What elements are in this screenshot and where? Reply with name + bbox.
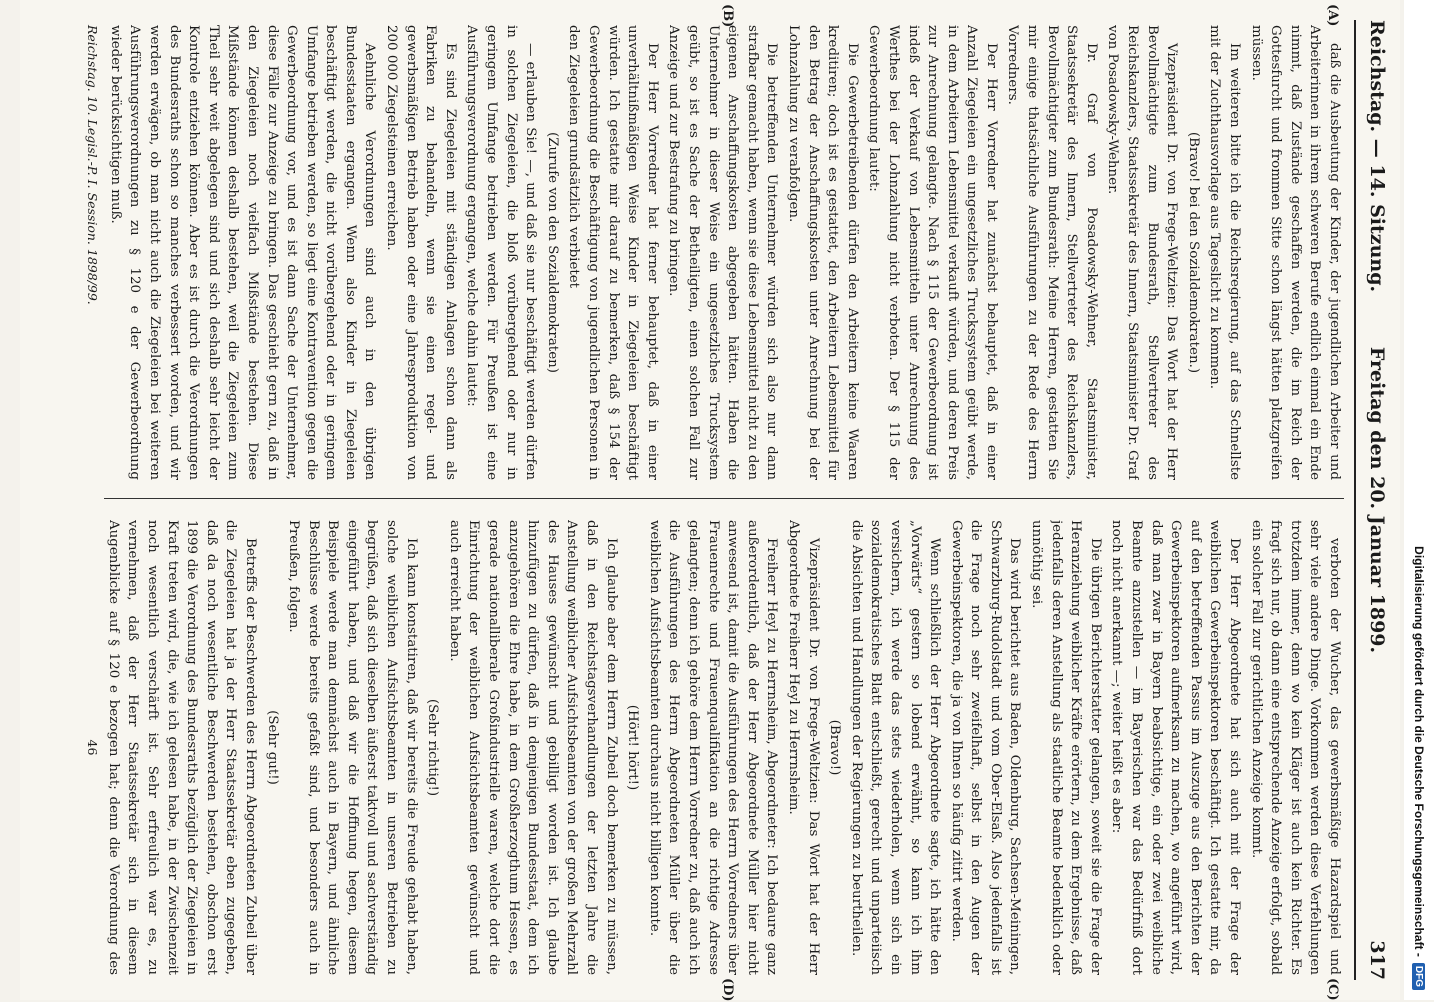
paragraph: daß die Ausbeutung der Kinder, der jugendlichen Arbeiter und Arbeiterinnen in ihrem schweren Berufe endlich einmal ein Ende nimmt, daß Zustände geschaffen werden, die im Reich der Gottesfurcht und frommen Sitte schon längst hätten platzgreifen müssen. [1248, 25, 1342, 480]
margin-marker-b: (B) [720, 4, 735, 28]
paragraph: Betreffs der Beschwerden des Herrn Abgeordneten Zubeil über die Ziegeleien hat ja der Herr Staatssekretär eben zugegeben, daß da noch wesentliche Beschwerden bestehen, obschon erst 1899 die Verordnung des Bundesraths bezüglich der Ziegeleien in Kraft treten wird, die, wie ich gelesen habe, in der Zwischenzeit noch wesentlich verschärft ist. Sehr erfreulich war es, zu vernehmen, daß der Herr Staatssekretär sich in diesem Augenblicke auf § 120 e bezogen hat; denn die Verordnung des [105, 520, 258, 975]
interjection: (Hört! hört!) [625, 704, 641, 791]
paragraph: Ich kann konstatiren, daß wir bereits die Freude gehabt haben, solche weiblichen Aufsichtsbeamten in unseren Betrieben zu begrüßen, daß sich dieselben äußerst taktvoll und sachverständig eingeführt haben, und daß wir die Hoffnung hegen, diesem Beispiele werde man demnächst auch in Bayern, und ähnliche Beschlüsse werde bereits gefaßt sind, und besonders auch in Preußen, folgen. [286, 520, 419, 975]
interjection: (Zurufe von den Sozialdemokraten) [544, 132, 560, 373]
margin-marker-a: (A) [1325, 4, 1340, 27]
paragraph: Ich glaube aber dem Herrn Zubeil doch bemerken zu müssen, daß in den Reichstagsverhandlungen der letzten Jahre die Anstellung weiblicher Aufsichtsbeamten von der großen Mehrzahl des Hauses gewünscht und gebilligt worden ist. Ich glaube hinzufügen zu dürfen, daß in demjenigen Bundesstaat, dem ich anzugehören die Ehre habe, in dem Großherzogthum Hessen, es gerade nationalliberale Großindustrielle waren, welche dort die Einrichtung der weiblichen Aufsichtsbeamten gewünscht und auch erreicht haben. [446, 520, 619, 975]
paragraph: — erlauben Sie! —, und daß sie nur beschäftigt werden dürfen in solchen Ziegeleien, die bloß vorübergehend oder nur in geringem Umfange betrieben werden. Für Preußen ist eine Ausführungsverordnung ergangen, welche dahin lautet: [464, 25, 539, 480]
speaker-paragraph: Vizepräsident Dr. von Frege-Weltzien: Das Wort hat der Herr Abgeordnete Freiherr Heyl zu Herrnsheim. [785, 520, 821, 975]
interjection: (Sehr gut!) [264, 710, 280, 785]
paragraph: Die betreffenden Unternehmer würden sich also nur dann strafbar gemacht haben, wenn sie diese Lebensmittel nicht zu den eigenen Anschaffungskosten abgegeben hätten. Haben die Unternehmer in dieser Weise ein ungesetzliches Trucksystem geübt, so ist es Sache der Betheiligten, einen solchen Fall zur Anzeige und zur Bestrafung zu bringen. [666, 25, 780, 480]
paragraph: Das wird berichtet aus Baden, Oldenburg, Sachsen-Meiningen, Schwarzburg-Rudolstadt und vom Ober-Elsaß. Also jedenfalls ist die Frage noch sehr zweifelhaft, selbst in den Augen der Gewerbeinspektoren, die ja von Ihnen so häufig zitirt werden. [948, 520, 1023, 975]
interjection: (Sehr richtig!) [425, 698, 441, 797]
paragraph: Aehnliche Verordnungen sind auch in den übrigen Bundesstaaten ergangen. Wenn also Kinder in Ziegeleien beschäftigt werden, die nicht vorübergehend oder in geringem Umfange betrieben werden, so liegt eine Kontravention gegen die Gewerbeordnung vor, und es ist dann Sache der Unternehmer, diese Fälle zur Anzeige zu bringen. Das geschieht gern zu, daß in den Ziegeleien noch vielfach Mißstände bestehen. Diese Mißstände können deshalb bestehen, weil die Ziegeleien zum Theil sehr weit abgelegen sind und sich deshalb sehr leicht der Kontrole entziehen können. Aber es ist durch die Verordnungen des Bundesraths schon so manches verbessert worden, und wir werden erwägen, ob man nicht auch die Ziegeleien bei weiteren Ausführungsverordnungen zu § 120 e der Gewerbeordnung wieder berücksichtigen muß. [107, 25, 378, 480]
page-number: 317 [1366, 940, 1388, 980]
interjection: (Bravo! bei den Sozialdemokraten.) [1185, 131, 1201, 374]
paragraph: verboten der Wucher, das gewerbsmäßige Hazardspiel und sehr viele andere Dinge. Vorkommen werden diese Verfehlungen trotzdem immer, denn wo kein Kläger ist auch kein Richter. Es fragt sich nur, ob dann eine entsprechende Anzeige erfolgt, sobald ein solcher Fall zur gerichtlichen Anzeige kommt. [1248, 520, 1342, 975]
left-column [104, 25, 1344, 480]
footer-sheet-number: 46 [85, 739, 100, 756]
column-divider [104, 498, 1344, 499]
speaker-paragraph: Vizepräsident Dr. von Frege-Weltzien: Das Wort hat der Herr Bevollmächtigte zum Bundesrath, Stellvertreter des Reichskanzlers, Staatssekretär des Innern, Staatsminister Dr. Graf von Posadowsky-Wehner. [1105, 25, 1180, 480]
paragraph: Im weiteren bitte ich die Reichsregierung, auf das Schnellste mit der Zuchthausvorlage aus Tageslicht zu kommen. [1207, 25, 1243, 480]
credit-text-wrapper [1404, 0, 1434, 1000]
scanned-page [20, 0, 1400, 1000]
margin-marker-d: (D) [720, 978, 735, 1002]
speaker-paragraph: Freiherr Heyl zu Herrnsheim, Abgeordneter: Ich bedaure ganz außerordentlich, daß der Herr Abgeordnete Müller hier nicht anwesend ist, damit die Ausführungen des Herrn Vorredners über Frauenrechte und Frauenqualifikation an die richtige Adresse gelangten; denn ich gehöre dem Herrn Vorredner zu, daß auch ich die Ausführungen des Herrn Abgeordneten Müller über die weiblichen Aufsichtsbeamten durchaus nicht billigen konnte. [646, 520, 780, 975]
paragraph: Der Herr Vorredner hat zunächst behauptet, daß in einer Anzahl Ziegeleien ein ungesetzliches Truckssystem geübt werde, in dem Arbeitern Lebensmittel verkauft würden, und deren Preis zur Anrechnung gelangte. Nach § 115 der Gewerbeordnung ist indeß der Verkauf von Lebensmitteln unter Anrechnung des Werthes bei der Lohnzahlung nicht verboten. Der § 115 der Gewerbeordnung lautet: [866, 25, 999, 480]
quotation: Es sind Ziegeleien mit ständigen Anlagen schon dann als Fabriken zu behandeln, wenn sie einen regel- und gewerbsmäßigen Betrieb haben oder eine Jahresproduktion von 200 000 Ziegelsteinen erreichen. [384, 25, 458, 480]
paragraph: Wenn schließlich der Herr Abgeordnete sagte, ich hätte den „Vorwärts“ gestern so lobend erwähnt, so kann ich ihm versichern, ich werde das stets wiederholen, wenn sich ein sozialdemokratisches Blatt entschließt, gerecht und unparteiisch die Absichten und Handlungen der Regierungen zu beurtheilen. [848, 520, 943, 975]
dfg-logo: DFG [1413, 963, 1426, 990]
right-column [104, 520, 1344, 975]
credit-text: Digitalisierung gefördert durch die Deutsche Forschungsgemeinschaft - [1412, 546, 1426, 957]
footer-session-note: Reichstag. 10. Legisl.-P. I. Session. 1898/99. [85, 25, 100, 305]
quotation: Die übrigen Berichterstatter gelangen, soweit sie die Frage der Heranziehung weiblicher Kräfte erörtern, zu dem Ergebnisse, daß jedenfalls deren Anstellung als staatliche Beamte bedenklich oder unnöthig sei. [1029, 520, 1103, 975]
running-title: Reichstag. — 14. Sitzung. [1366, 20, 1388, 293]
digitization-credit-strip [1404, 0, 1434, 1000]
margin-marker-c: (C) [1325, 978, 1340, 1001]
paragraph: Der Herr Vorredner hat ferner behauptet, daß in einer unverhältnißmäßigen Weise Kinder in Ziegeleien beschäftigt würden. Ich gestatte mir darauf zu bemerken, daß § 154 der Gewerbeordnung die Beschäftigung von jugendlichen Personen in den Ziegeleien grundsätzlich verbietet [566, 25, 660, 480]
session-date: Freitag den 20. Januar 1899. [1366, 346, 1388, 654]
page-header [1360, 20, 1388, 980]
header-rule [1354, 20, 1356, 980]
quotation: Die Gewerbetreibenden dürfen den Arbeitern keine Waaren kreditiren; doch ist es gestattet, den Arbeitern Lebensmittel für den Betrag der Anschaffungskosten unter Anrechnung bei der Lohnzahlung zu verabfolgen. [785, 25, 860, 480]
paragraph: Der Herr Abgeordnete hat sich auch mit der Frage der weiblichen Gewerbeinspektoren beschäftigt. Ich gestatte mir, da auf den betreffenden Passus im Auszuge aus den Berichten der Gewerbeinspektoren aufmerksam zu machen, wo angeführt wird, daß man zwar in Bayern beabsichtige, ein oder zwei weibliche Beamte anzustellen — im Bayerischen war das Bedürfniß dort noch nicht anerkannt —; weiter heißt es aber: [1109, 520, 1243, 975]
interjection: (Bravo!) [827, 719, 843, 776]
speaker-paragraph: Dr. Graf von Posadowsky-Wehner, Staatsminister, Staatssekretär des Innern, Stellvertreter des Reichskanzlers, Bevollmächtigter zum Bundesrath: Meine Herren, gestatten Sie mir einige thatsächliche Ausführungen zu der Rede des Herrn Vorredners. [1005, 25, 1099, 480]
